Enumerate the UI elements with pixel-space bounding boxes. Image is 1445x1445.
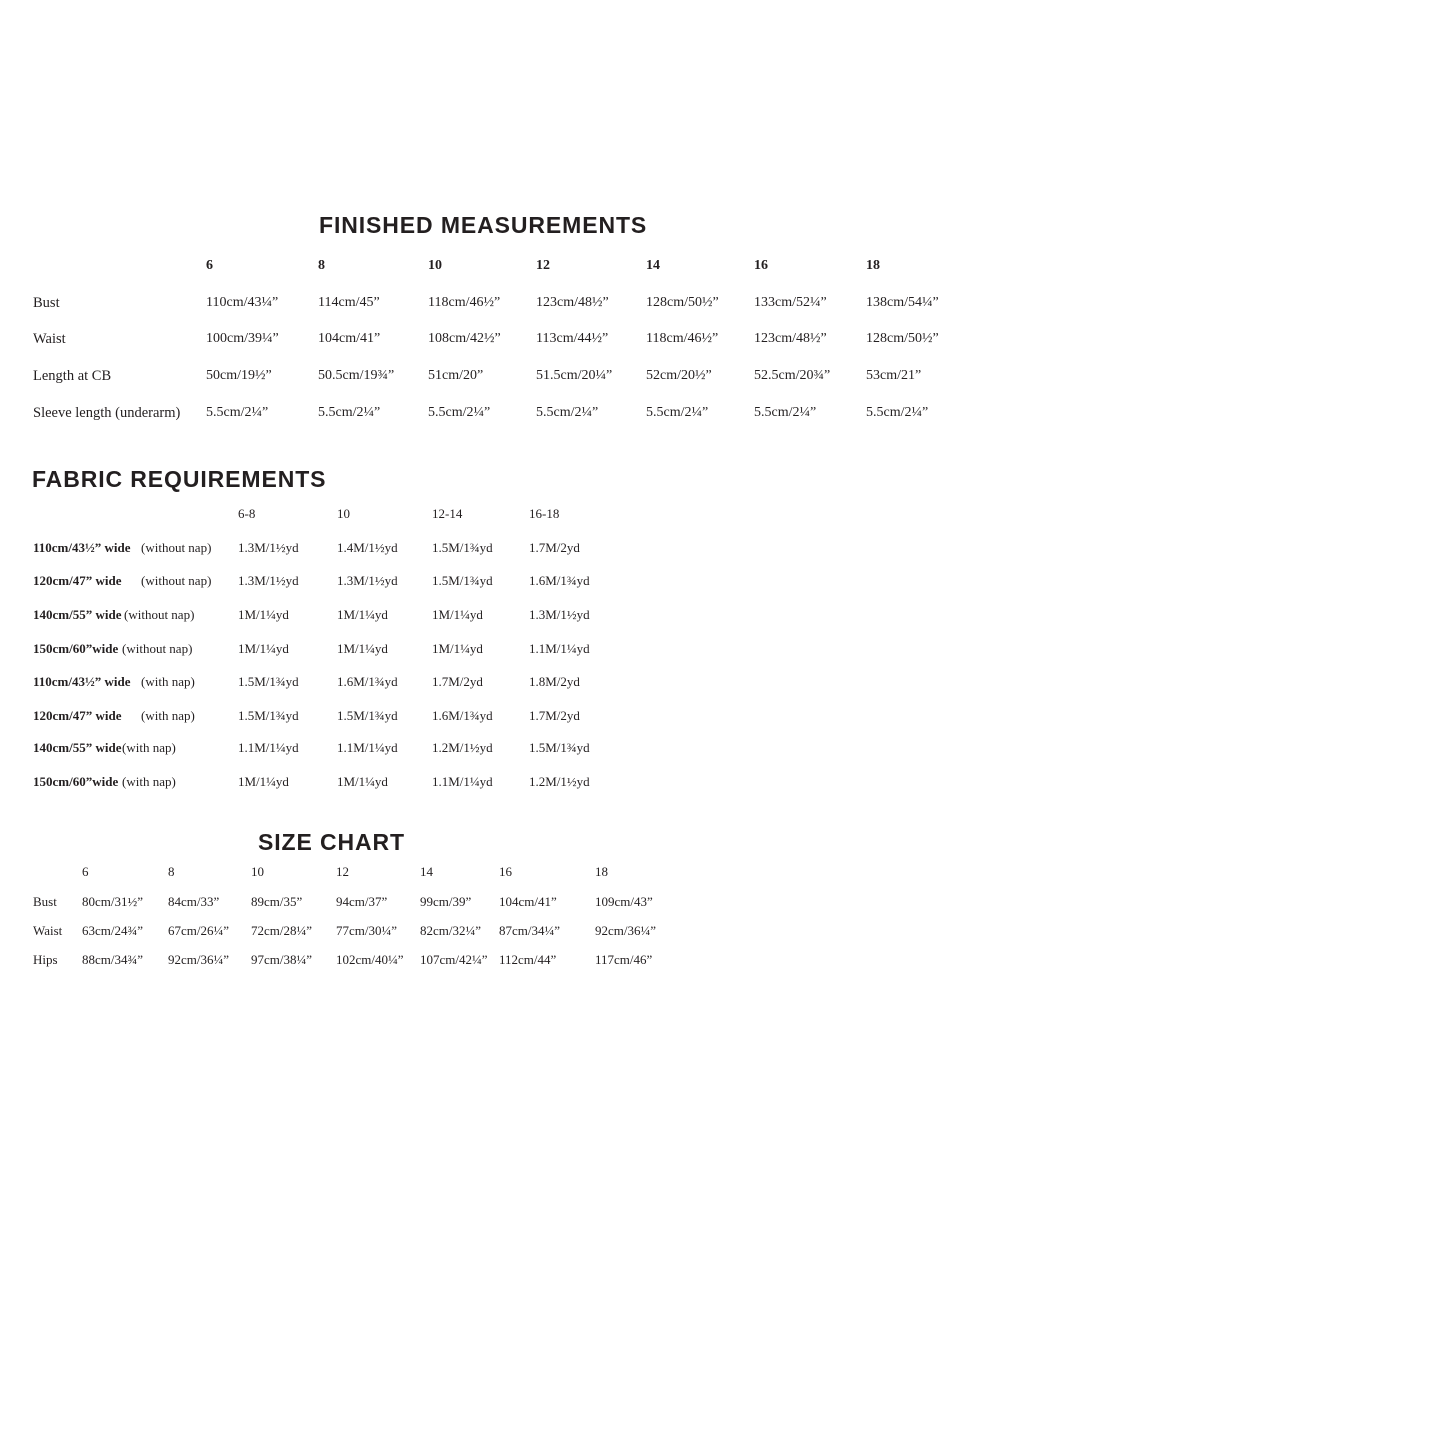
- table-cell: 100cm/39¼”: [206, 331, 279, 346]
- table-cell: 133cm/52¼”: [754, 295, 827, 310]
- table-cell: 51.5cm/20¼”: [536, 368, 613, 383]
- table-cell: 117cm/46”: [595, 952, 653, 967]
- table-cell: 1.4M/1½yd: [337, 540, 398, 555]
- table-cell: 1.3M/1½yd: [337, 573, 398, 588]
- table-cell: 1.3M/1½yd: [238, 540, 299, 555]
- table-cell: 5.5cm/2¼”: [536, 405, 599, 420]
- nap-label: (without nap): [124, 607, 195, 622]
- row-label: Waist: [33, 923, 63, 938]
- row-label: Length at CB: [33, 368, 112, 384]
- column-header: 18: [595, 864, 608, 879]
- column-header: 6: [206, 258, 213, 273]
- row-label: Sleeve length (underarm): [33, 405, 181, 421]
- column-header: 14: [420, 864, 433, 879]
- column-header: 16: [754, 258, 768, 273]
- table-cell: 52.5cm/20¾”: [754, 368, 831, 383]
- table-cell: 104cm/41”: [499, 894, 557, 909]
- size-chart-title: SIZE CHART: [258, 829, 405, 855]
- table-cell: 1M/1¼yd: [238, 641, 289, 656]
- table-cell: 109cm/43”: [595, 894, 653, 909]
- row-label: Bust: [33, 295, 60, 311]
- table-cell: 50cm/19½”: [206, 368, 272, 383]
- column-header: 8: [168, 864, 175, 879]
- table-cell: 88cm/34¾”: [82, 952, 144, 967]
- fabric-width-label: 150cm/60”wide: [33, 774, 119, 789]
- table-cell: 1.5M/1¾yd: [238, 674, 299, 689]
- table-cell: 1.5M/1¾yd: [337, 708, 398, 723]
- fabric-width-label: 140cm/55” wide: [33, 607, 122, 622]
- table-cell: 123cm/48½”: [536, 295, 609, 310]
- table-cell: 123cm/48½”: [754, 331, 827, 346]
- nap-label: (with nap): [141, 674, 195, 689]
- row-label: Hips: [33, 952, 58, 967]
- table-cell: 5.5cm/2¼”: [318, 405, 381, 420]
- table-cell: 1M/1¼yd: [337, 774, 388, 789]
- table-cell: 5.5cm/2¼”: [206, 405, 269, 420]
- table-cell: 1.1M/1¼yd: [529, 641, 590, 656]
- table-cell: 1.6M/1¾yd: [337, 674, 398, 689]
- table-cell: 128cm/50½”: [866, 331, 939, 346]
- table-cell: 82cm/32¼”: [420, 923, 482, 938]
- table-cell: 1.7M/2yd: [432, 674, 483, 689]
- table-cell: 5.5cm/2¼”: [866, 405, 929, 420]
- table-cell: 92cm/36¼”: [168, 952, 230, 967]
- column-header: 16-18: [529, 506, 560, 521]
- table-cell: 1.1M/1¼yd: [432, 774, 493, 789]
- fabric-width-label: 110cm/43½” wide: [33, 674, 131, 689]
- table-cell: 97cm/38¼”: [251, 952, 313, 967]
- table-cell: 87cm/34¼”: [499, 923, 561, 938]
- table-cell: 1.3M/1½yd: [529, 607, 590, 622]
- column-header: 10: [251, 864, 264, 879]
- table-cell: 1.7M/2yd: [529, 540, 580, 555]
- column-header: 18: [866, 258, 880, 273]
- fabric-requirements-title: FABRIC REQUIREMENTS: [32, 466, 327, 492]
- table-cell: 1.5M/1¾yd: [432, 540, 493, 555]
- table-cell: 138cm/54¼”: [866, 295, 939, 310]
- table-cell: 94cm/37”: [336, 894, 388, 909]
- table-cell: 92cm/36¼”: [595, 923, 657, 938]
- table-cell: 1.7M/2yd: [529, 708, 580, 723]
- table-cell: 113cm/44½”: [536, 331, 609, 346]
- table-cell: 72cm/28¼”: [251, 923, 313, 938]
- table-cell: 53cm/21”: [866, 368, 922, 383]
- column-header: 6-8: [238, 506, 256, 521]
- column-header: 6: [82, 864, 89, 879]
- fabric-width-label: 140cm/55” wide: [33, 740, 122, 755]
- table-cell: 1M/1¼yd: [432, 641, 483, 656]
- table-cell: 77cm/30¼”: [336, 923, 398, 938]
- nap-label: (without nap): [141, 573, 212, 588]
- table-cell: 1M/1¼yd: [238, 774, 289, 789]
- nap-label: (without nap): [141, 540, 212, 555]
- column-header: 12: [336, 864, 349, 879]
- table-cell: 51cm/20”: [428, 368, 484, 383]
- table-cell: 1.1M/1¼yd: [238, 740, 299, 755]
- table-cell: 63cm/24¾”: [82, 923, 144, 938]
- table-cell: 1M/1¼yd: [432, 607, 483, 622]
- table-cell: 118cm/46½”: [428, 295, 501, 310]
- table-cell: 1M/1¼yd: [337, 641, 388, 656]
- table-cell: 5.5cm/2¼”: [646, 405, 709, 420]
- column-header: 8: [318, 258, 325, 273]
- table-cell: 1.6M/1¾yd: [529, 573, 590, 588]
- row-label: Bust: [33, 894, 57, 909]
- table-cell: 99cm/39”: [420, 894, 472, 909]
- fabric-width-label: 150cm/60”wide: [33, 641, 119, 656]
- nap-label: (with nap): [122, 774, 176, 789]
- table-cell: 1.8M/2yd: [529, 674, 580, 689]
- nap-label: (with nap): [141, 708, 195, 723]
- fabric-width-label: 110cm/43½” wide: [33, 540, 131, 555]
- table-cell: 112cm/44”: [499, 952, 557, 967]
- table-cell: 1.6M/1¾yd: [432, 708, 493, 723]
- row-label: Waist: [33, 331, 66, 347]
- table-cell: 108cm/42½”: [428, 331, 501, 346]
- table-cell: 110cm/43¼”: [206, 295, 279, 310]
- table-cell: 67cm/26¼”: [168, 923, 230, 938]
- table-cell: 5.5cm/2¼”: [754, 405, 817, 420]
- finished-measurements-title: FINISHED MEASUREMENTS: [319, 212, 648, 238]
- table-cell: 1.2M/1½yd: [432, 740, 493, 755]
- column-header: 12: [536, 258, 550, 273]
- table-cell: 1.5M/1¾yd: [529, 740, 590, 755]
- table-cell: 1M/1¼yd: [337, 607, 388, 622]
- nap-label: (without nap): [122, 641, 193, 656]
- table-cell: 1.5M/1¾yd: [238, 708, 299, 723]
- table-cell: 50.5cm/19¾”: [318, 368, 395, 383]
- table-cell: 84cm/33”: [168, 894, 220, 909]
- table-cell: 1.1M/1¼yd: [337, 740, 398, 755]
- table-cell: 114cm/45”: [318, 295, 380, 310]
- column-header: 10: [428, 258, 442, 273]
- table-cell: 107cm/42¼”: [420, 952, 488, 967]
- table-cell: 89cm/35”: [251, 894, 303, 909]
- column-header: 12-14: [432, 506, 463, 521]
- fabric-width-label: 120cm/47” wide: [33, 573, 122, 588]
- table-cell: 5.5cm/2¼”: [428, 405, 491, 420]
- table-cell: 128cm/50½”: [646, 295, 719, 310]
- column-header: 16: [499, 864, 512, 879]
- table-cell: 102cm/40¼”: [336, 952, 404, 967]
- nap-label: (with nap): [122, 740, 176, 755]
- table-cell: 1.3M/1½yd: [238, 573, 299, 588]
- column-header: 10: [337, 506, 350, 521]
- table-cell: 80cm/31½”: [82, 894, 144, 909]
- table-cell: 1.5M/1¾yd: [432, 573, 493, 588]
- table-cell: 1M/1¼yd: [238, 607, 289, 622]
- fabric-width-label: 120cm/47” wide: [33, 708, 122, 723]
- table-cell: 52cm/20½”: [646, 368, 712, 383]
- table-cell: 118cm/46½”: [646, 331, 719, 346]
- column-header: 14: [646, 258, 660, 273]
- table-cell: 1.2M/1½yd: [529, 774, 590, 789]
- table-cell: 104cm/41”: [318, 331, 381, 346]
